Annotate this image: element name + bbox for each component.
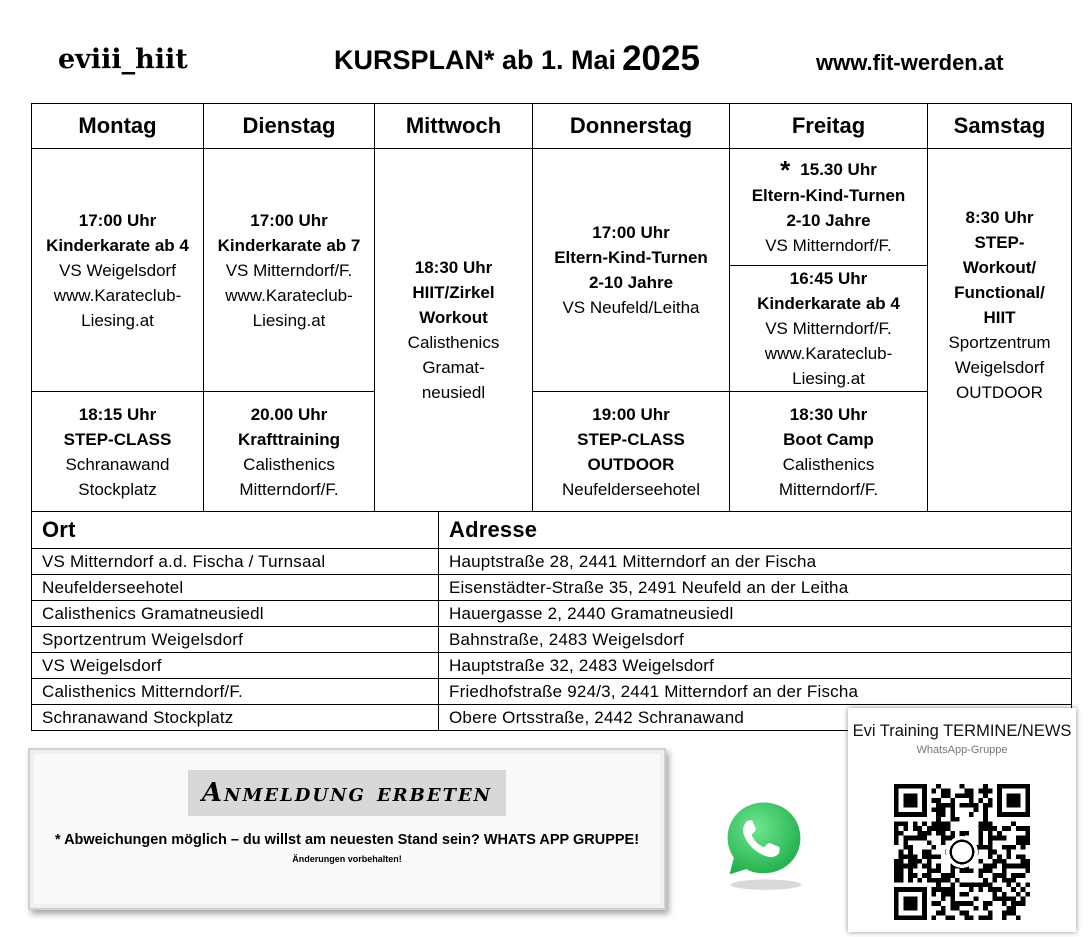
- title-text: KURSPLAN* ab 1. Mai: [334, 45, 617, 75]
- website-link[interactable]: www.fit-werden.at: [816, 50, 1004, 75]
- class-link: www.Karateclub-: [53, 285, 182, 305]
- class-location: Calisthenics: [243, 454, 335, 474]
- class-location: Sportzentrum: [948, 333, 1051, 352]
- class-time: 18:30 Uhr: [789, 404, 868, 424]
- registration-notice: [28, 748, 666, 910]
- class-location: Mitterndorf/F.: [778, 479, 879, 499]
- class-name: Kinderkarate ab 4: [757, 294, 900, 313]
- location-address: Obere Ortsstraße, 2442 Schranawand: [439, 705, 1072, 731]
- class-name: Kinderkarate ab 7: [217, 235, 361, 255]
- location-name: VS Mitterndorf a.d. Fischa / Turnsaal: [32, 549, 439, 575]
- class-link: Liesing.at: [81, 310, 154, 330]
- class-time: 17:00 Uhr: [78, 210, 157, 230]
- class-friday-2: [730, 266, 928, 392]
- locations-table: [31, 511, 1072, 731]
- class-location: Calisthenics: [782, 454, 875, 474]
- whatsapp-qr-card[interactable]: [848, 708, 1076, 932]
- class-location: VS Weigelsdorf: [59, 260, 176, 280]
- class-name: Kinderkarate ab 4: [46, 235, 189, 255]
- page-title: [334, 38, 700, 78]
- location-name: Calisthenics Gramatneusiedl: [32, 601, 439, 627]
- class-time: 15.30 Uhr: [800, 159, 877, 179]
- table-row: [32, 601, 1072, 627]
- class-location: OUTDOOR: [956, 383, 1043, 402]
- class-name: HIIT/Zirkel: [412, 283, 495, 302]
- location-name: Calisthenics Mitterndorf/F.: [32, 679, 439, 705]
- class-time: 20.00 Uhr: [250, 404, 328, 424]
- day-monday: Montag: [32, 104, 204, 149]
- class-time-with-note: [730, 154, 927, 185]
- class-link: www.Karateclub-: [225, 285, 353, 305]
- class-name: OUTDOOR: [587, 454, 675, 474]
- location-name: Schranawand Stockplatz: [32, 705, 439, 731]
- class-name: Boot Camp: [783, 429, 874, 449]
- day-thursday: Donnerstag: [533, 104, 730, 149]
- column-header-ort: Ort: [32, 512, 439, 549]
- day-friday: Freitag: [730, 104, 928, 149]
- table-row: [32, 549, 1072, 575]
- class-thursday-2: [533, 392, 730, 512]
- title-year: 2025: [622, 39, 700, 78]
- class-location: VS Mitterndorf/F.: [765, 319, 892, 338]
- class-time: 18:15 Uhr: [78, 404, 157, 424]
- day-saturday: Samstag: [928, 104, 1072, 149]
- schedule-table: [31, 103, 1072, 512]
- asterisk-note-mark: *: [780, 154, 791, 185]
- class-wednesday-1: [375, 149, 533, 512]
- class-location: neusiedl: [421, 383, 486, 402]
- class-location: VS Neufeld/Leitha: [562, 298, 700, 317]
- class-name: Krafttraining: [238, 429, 340, 449]
- locations-header-row: [32, 512, 1072, 549]
- class-link: Liesing.at: [792, 369, 865, 388]
- class-age-range: 2-10 Jahre: [588, 273, 674, 292]
- day-tuesday: Dienstag: [204, 104, 375, 149]
- location-address: Eisenstädter-Straße 35, 2491 Neufeld an der Leitha: [439, 575, 1072, 601]
- location-name: Neufelderseehotel: [32, 575, 439, 601]
- notice-title-text: Anmeldung erbeten: [201, 778, 493, 808]
- class-location: Weigelsdorf: [954, 358, 1045, 377]
- class-name: Eltern-Kind-Turnen: [554, 248, 708, 267]
- class-tuesday-2: [204, 392, 375, 512]
- class-location: VS Mitterndorf/F.: [225, 260, 353, 280]
- class-friday-1: [730, 149, 928, 266]
- notice-note: * Abweichungen möglich – du willst am neuesten Stand sein? WHATS APP GRUPPE!: [54, 832, 640, 848]
- qr-code[interactable]: [894, 784, 1030, 920]
- class-time: 17:00 Uhr: [250, 210, 328, 230]
- location-address: Friedhofstraße 924/3, 2441 Mitterndorf an der Fischa: [439, 679, 1072, 705]
- qr-card-subtitle: WhatsApp-Gruppe: [916, 744, 1008, 756]
- class-name: Functional/: [954, 283, 1045, 302]
- schedule-row-3: [32, 392, 1072, 512]
- column-header-adresse: Adresse: [439, 512, 1072, 549]
- brand-logo-text: eviii_hiit: [58, 44, 188, 75]
- class-name: STEP-CLASS: [63, 429, 172, 449]
- table-row: [32, 653, 1072, 679]
- class-age-range: 2-10 Jahre: [786, 210, 871, 230]
- class-tuesday-1: [204, 149, 375, 392]
- qr-card-title: Evi Training TERMINE/NEWS: [852, 722, 1072, 740]
- class-location: Mitterndorf/F.: [239, 479, 339, 499]
- class-time: 16:45 Uhr: [789, 269, 868, 288]
- class-link: Liesing.at: [252, 310, 326, 330]
- location-name: Sportzentrum Weigelsdorf: [32, 627, 439, 653]
- location-address: Hauptstraße 32, 2483 Weigelsdorf: [439, 653, 1072, 679]
- notice-disclaimer: Änderungen vorbehalten!: [292, 854, 402, 864]
- class-time: 19:00 Uhr: [592, 404, 670, 424]
- location-address: Hauptstraße 28, 2441 Mitterndorf an der Fischa: [439, 549, 1072, 575]
- table-row: [32, 575, 1072, 601]
- class-location: VS Mitterndorf/F.: [765, 235, 892, 255]
- schedule-row-1: [32, 149, 1072, 266]
- class-time: 8:30 Uhr: [965, 208, 1034, 227]
- class-link: www.Karateclub-: [764, 344, 893, 363]
- class-name: Workout/: [962, 258, 1037, 277]
- class-location: Gramat-: [422, 358, 485, 377]
- class-thursday-1: [533, 149, 730, 392]
- location-address: Bahnstraße, 2483 Weigelsdorf: [439, 627, 1072, 653]
- class-location: Stockplatz: [78, 479, 157, 499]
- class-name: STEP-: [974, 233, 1025, 252]
- table-row: [32, 679, 1072, 705]
- notice-title: [188, 770, 506, 816]
- class-monday-2: [32, 392, 204, 512]
- class-name: Workout: [419, 308, 488, 327]
- class-saturday-1: [928, 149, 1072, 512]
- class-location: Neufelderseehotel: [562, 479, 700, 499]
- class-name: Eltern-Kind-Turnen: [751, 185, 906, 205]
- class-monday-1: [32, 149, 204, 392]
- day-header-row: [32, 104, 1072, 149]
- location-name: VS Weigelsdorf: [32, 653, 439, 679]
- class-name: STEP-CLASS: [577, 429, 685, 449]
- whatsapp-icon[interactable]: [712, 789, 816, 893]
- table-row: [32, 627, 1072, 653]
- class-time: 18:30 Uhr: [414, 258, 493, 277]
- class-name: HIIT: [983, 308, 1016, 327]
- day-wednesday: Mittwoch: [375, 104, 533, 149]
- class-time: 17:00 Uhr: [592, 223, 670, 242]
- location-address: Hauergasse 2, 2440 Gramatneusiedl: [439, 601, 1072, 627]
- class-location: Calisthenics: [407, 333, 500, 352]
- class-friday-3: [730, 392, 928, 512]
- class-location: Schranawand: [65, 454, 170, 474]
